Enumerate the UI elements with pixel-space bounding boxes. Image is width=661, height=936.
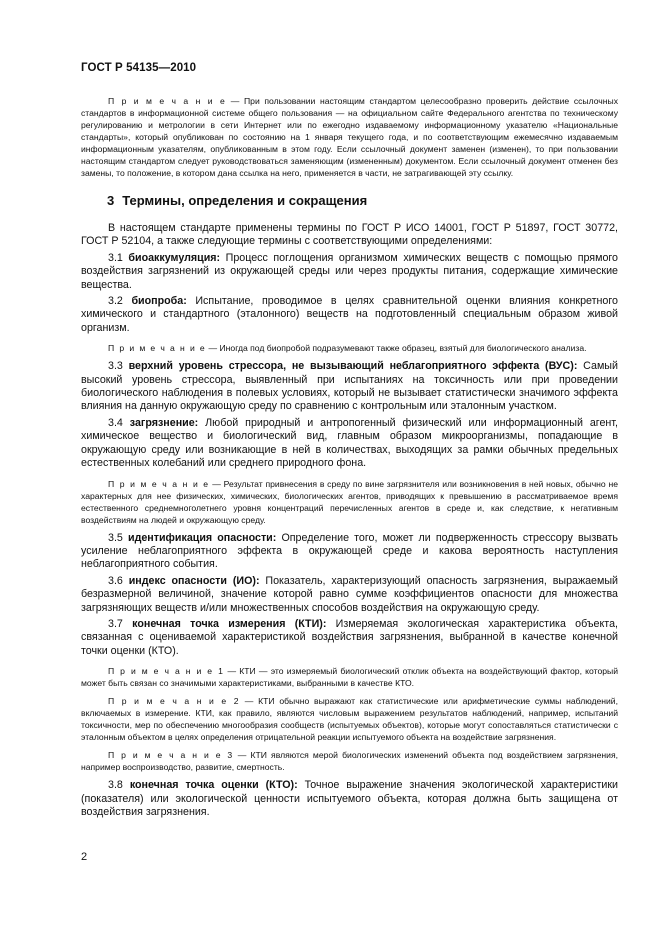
- term-definition: Процесс поглощения организмом химических веществ с помощью прямого воздействия загрязнений из окружающей среды или через продукты питания, содержащие химические вещества.: [81, 251, 618, 291]
- term-definition: Самый высокий уровень стрессора, выявленный при испытаниях на токсичность или при проведении биологического наблюдения в полевых условиях, который не вызывает статистически значимого эффекта влияния на данную окружающую среду по сравнению с контрольным или эталонным участком.: [81, 360, 618, 413]
- term-number: 3.7: [108, 617, 123, 630]
- section-number: 3: [107, 193, 115, 208]
- note-kti-2: [81, 695, 618, 743]
- term-3-2: [81, 295, 618, 335]
- term-3-8: [81, 779, 618, 819]
- term-3-7: [81, 618, 618, 658]
- page-number: 2: [81, 851, 88, 863]
- note-label: П р и м е ч а н и е 2: [108, 696, 240, 707]
- term-number: 3.1: [108, 251, 123, 264]
- term-name: конечная точка измерения (КТИ):: [132, 617, 327, 630]
- note-kti-1: [81, 665, 618, 689]
- term-number: 3.4: [108, 416, 123, 429]
- term-number: 3.8: [108, 779, 123, 792]
- term-number: 3.2: [108, 295, 123, 308]
- note-text: — При пользовании настоящим стандартом целесообразно проверить действие ссылочных стандартов в информационной системе общего пользования — на официальном сайте Федерального агентства по техническому регулированию и метрологии в сети Интернет или по ежегодно издаваемому информационному указателю «Национальные стандарты», который опубликован по состоянию на 1 января текущего года, и по соответствующим ежемесячно издаваемым информационным указателям, опубликованным в этом году. Если ссылочный документ заменен (изменен), то при пользовании настоящим стандартом следует руководствоваться заменяющим (измененным) документом. Если ссылочный документ отменен без замены, то положение, в котором дана ссылка на него, применяется в части, не затрагивающей эту ссылку.: [81, 96, 618, 178]
- term-name: идентификация опасности:: [128, 531, 277, 544]
- term-3-3: [81, 360, 618, 414]
- note-label: П р и м е ч а н и е: [108, 343, 207, 354]
- note-text: — Результат привнесения в среду по вине загрязнителя или возникновения в ней новых, обычно не характерных для нее физических, химических, биологических агентов, приводящих к превышению в рассматриваемое время естественного среднемноголетнего уровня концентраций перечисленных агентов в среде и, как следствие, к негативным воздействиям на людей и окружающую среду.: [81, 478, 618, 525]
- section-title: Термины, определения и сокращения: [122, 193, 368, 208]
- term-definition: Точное выражение значения экологической характеристики (показателя) или экологической ценности испытуемого объекта, которая должна быть защищена от воздействия загрязнения.: [81, 779, 618, 818]
- term-name: конечная точка оценки (КТО):: [129, 779, 298, 792]
- note-text: — КТИ являются мерой биологических изменений объекта под воздействием загрязнения, например воспроизводство, развитие, смертность.: [81, 750, 618, 773]
- note-text: — КТИ обычно выражают как статистические или арифметические суммы наблюдений, включаемых в измерение. КТИ, как правило, являются числовым выражением результатов наблюдений, например, испытаний токсичности, мер по обеспечению многообразия сообществ (испытуемых объектов), которые могут сопоставляться статистически с эталонным объектом в целях определения отрицательной реакции испытуемого объекта на воздействие загрязнения.: [81, 696, 618, 743]
- note-bioproba: [81, 342, 618, 354]
- page-content: [81, 95, 618, 822]
- note-text: — Иногда под биопробой подразумевают также образец, взятый для биологического анализа.: [208, 343, 587, 354]
- note-label: П р и м е ч а н и е 3: [108, 750, 234, 761]
- note-label: П р и м е ч а н и е: [108, 96, 227, 106]
- term-definition: Любой природный и антропогенный физический или информационный агент, химическое вещество и биологический вид, главным образом микроорганизмы, попадающие в окружающую среду или возникающие в ней в количествах, выходящих за рамки обычных предельных естественных колебаний или среднего природного фона.: [81, 416, 618, 470]
- note-text: — КТИ — это измеряемый биологический отклик объекта на воздействующий фактор, который может быть связан со значимыми характеристиками, выбранными в качестве КТО.: [81, 666, 618, 689]
- term-3-4: [81, 417, 618, 471]
- note-label: П р и м е ч а н и е: [108, 478, 210, 489]
- term-number: 3.5: [108, 531, 123, 544]
- term-definition: Определение того, может ли подверженность стрессору вызвать усиление неблагоприятного эффекта в окружающей среде и какова вероятность наступления неблагоприятного события.: [81, 531, 618, 571]
- note-intro: [81, 95, 618, 179]
- term-3-6: [81, 575, 618, 615]
- term-definition: Измеряемая экологическая характеристика объекта, связанная с оцениваемой характеристикой воздействия загрязнения, выбранной в качестве конечной точки оценки (КТО).: [81, 617, 618, 657]
- term-number: 3.6: [108, 574, 123, 587]
- term-number: 3.3: [108, 360, 123, 373]
- note-label: П р и м е ч а н и е 1: [108, 666, 225, 677]
- term-name: индекс опасности (ИО):: [128, 574, 260, 587]
- term-name: загрязнение:: [129, 416, 199, 429]
- term-definition: Испытание, проводимое в целях сравнительной оценки влияния конкретного химического и стандартного (эталонного) веществ на подготовленный специальным образом живой организм.: [81, 295, 618, 334]
- document-header: ГОСТ Р 54135—2010: [81, 62, 197, 74]
- term-definition: Показатель, характеризующий опасность загрязнения, выражаемый безразмерной величиной, значение которой равно сумме коэффициентов опасности для множества загрязняющих веществ и/или множественных способов воздействия на окружающую среду.: [81, 574, 618, 614]
- term-name: биопроба:: [131, 295, 187, 308]
- note-kti-3: [81, 749, 618, 773]
- term-3-5: [81, 532, 618, 572]
- term-name: верхний уровень стрессора, не вызывающий неблагоприятного эффекта (ВУС):: [128, 360, 578, 373]
- note-zagryaznenie: [81, 478, 618, 526]
- section-intro: В настоящем стандарте применены термины по ГОСТ Р ИСО 14001, ГОСТ Р 51897, ГОСТ 30772, ГОСТ Р 52104, а также следующие термины с соответствующими определениями:: [81, 222, 618, 248]
- term-name: биоаккумуляция:: [128, 251, 221, 264]
- term-3-1: [81, 252, 618, 292]
- section-heading: [107, 193, 618, 208]
